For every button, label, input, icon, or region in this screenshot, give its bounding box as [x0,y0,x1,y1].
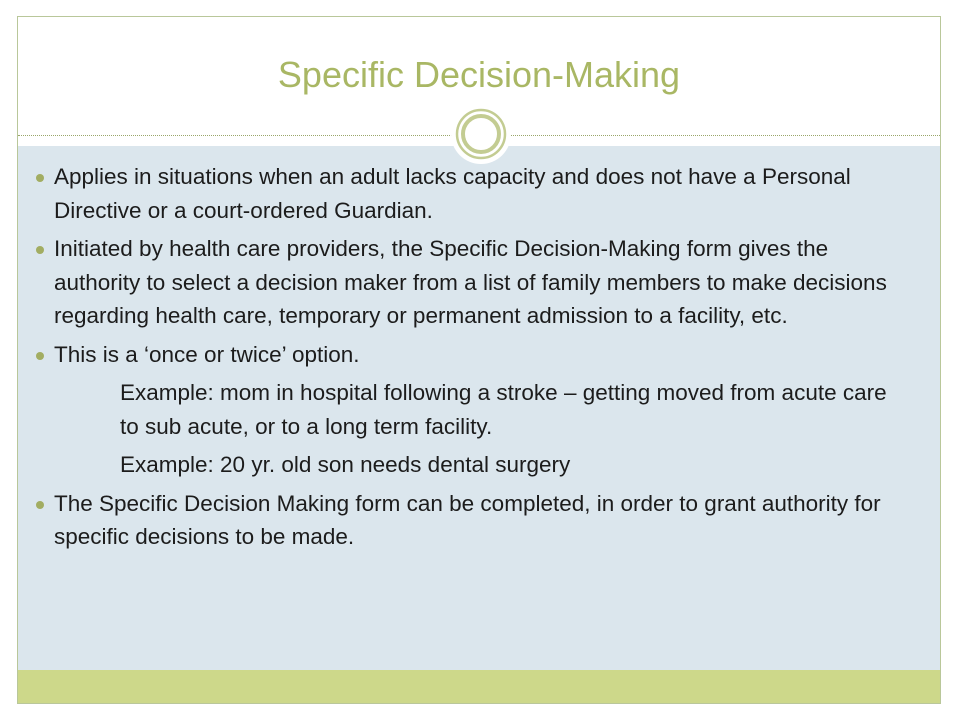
bullet-text: The Specific Decision Making form can be completed, in order to grant authority for specific decisions to be made. [54,490,881,549]
bullet-text: Initiated by health care providers, the Specific Decision-Making form gives the authority to select a decision maker from a list of family members to make decisions regarding health care, temporary or permanent admission to a facility, etc. [54,236,887,328]
slide-title: Specific Decision-Making [277,54,681,95]
bullet-text: Applies in situations when an adult lacks capacity and does not have a Personal Directive or a court-ordered Guardian. [54,164,851,223]
bullet-text: This is a ‘once or twice’ option. [54,341,360,367]
double-circle-icon [455,108,507,160]
round-bullet-icon [36,501,44,509]
list-item [36,232,906,333]
footer-band [18,670,940,703]
round-bullet-icon [36,246,44,254]
round-bullet-icon [36,174,44,182]
round-bullet-icon [36,352,44,360]
bullet-list [36,160,906,559]
list-item [36,338,906,372]
example-text: Example: 20 yr. old son needs dental surgery [120,452,571,477]
example-item [36,448,906,482]
list-item [36,160,906,227]
list-item [36,487,906,554]
example-text: Example: mom in hospital following a stroke – getting moved from acute care to sub acute, or to a long term facility. [120,380,887,439]
example-item [36,376,906,443]
